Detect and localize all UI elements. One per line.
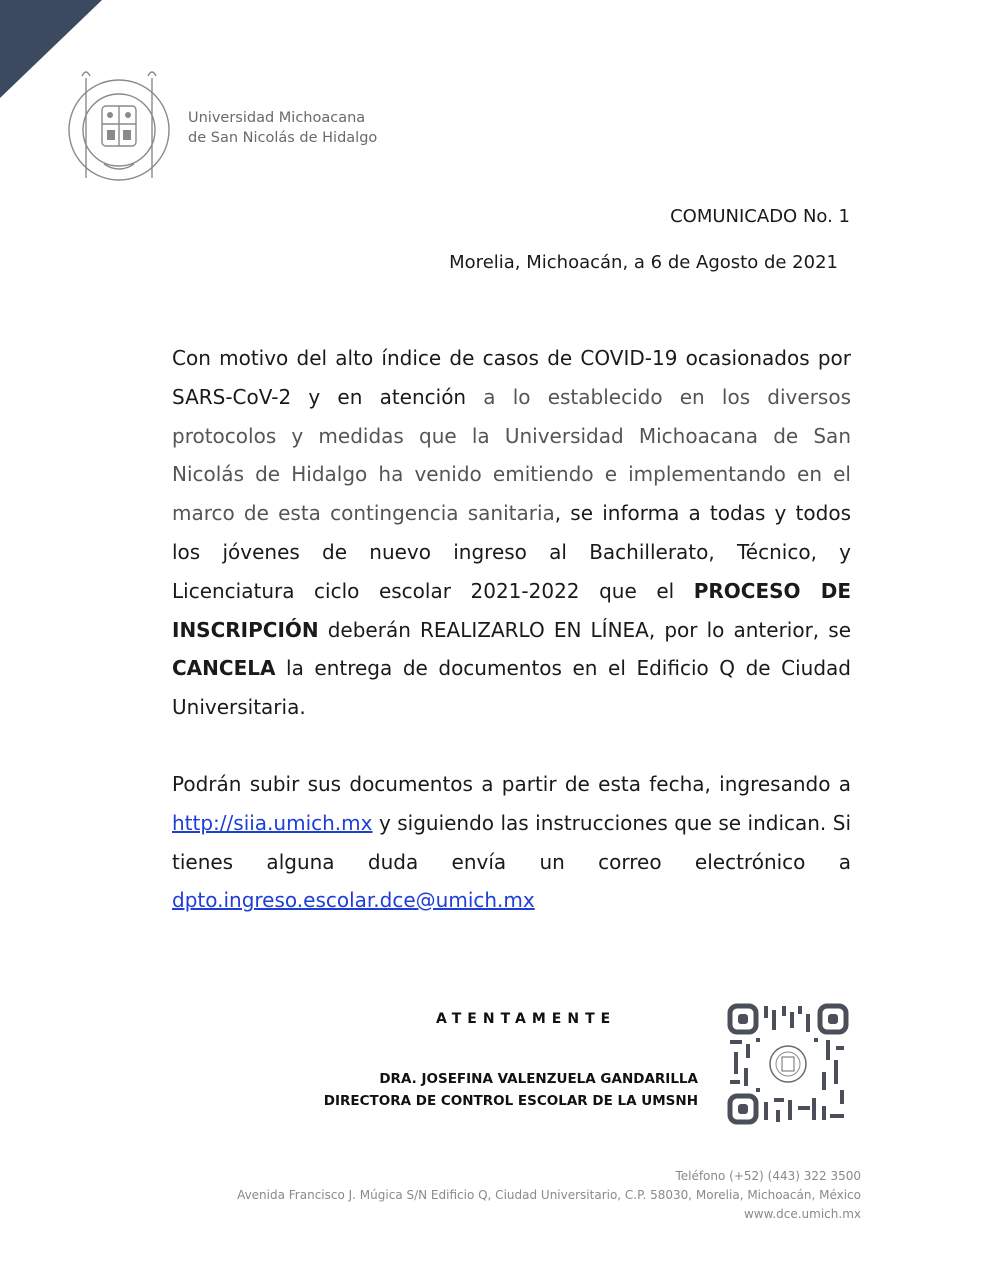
closing-atentamente: ATENTAMENTE [436, 1011, 617, 1027]
para1-segment-4: deberán REALIZARLO EN LÍNEA, por lo anterior, se [318, 617, 851, 642]
para1-segment-5: la entrega de documentos en el Edificio Q de Ciudad Universitaria. [172, 656, 851, 720]
email-link[interactable]: dpto.ingreso.escolar.dce@umich.mx [172, 888, 535, 913]
footer-contact [161, 1167, 861, 1224]
para1-segment-3: , se informa a todas y todos los jóvenes de nuevo ingreso al Bachillerato, Técnico, y Licenciatura ciclo escolar 2021-2022 que el [172, 501, 851, 603]
siia-link[interactable]: http://siia.umich.mx [172, 810, 373, 835]
university-seal-icon [64, 68, 174, 184]
para2-segment-2: y siguiendo las instrucciones que se indican. Si tienes alguna duda envía un correo electrónico a [172, 810, 851, 874]
para2-segment-1: Podrán subir sus documentos a partir de esta fecha, ingresando a [172, 772, 851, 796]
signer-name: DRA. JOSEFINA VALENZUELA GANDARILLA [379, 1071, 698, 1087]
footer-phone: Teléfono (+52) (443) 322 3500 [675, 1169, 861, 1183]
footer-website: www.dce.umich.mx [743, 1207, 861, 1221]
university-name-line1: Universidad Michoacana [188, 110, 366, 126]
para1-segment-2: a lo establecido en los diversos protocolos y medidas que la Universidad Michoacana de San Nicolás de Hidalgo ha venido emitiendo e implementando en el marco de esta contingencia sanitaria [172, 384, 851, 526]
comunicado-number: COMUNICADO No. 1 [670, 206, 850, 227]
signature-block [300, 1068, 698, 1112]
date-line: Morelia, Michoacán, a 6 de Agosto de 2021 [449, 252, 838, 273]
footer-address: Avenida Francisco J. Múgica S/N Edificio Q, Ciudad Universitario, C.P. 58030, Morelia, Michoacán, México [237, 1188, 861, 1202]
university-name-line2: de San Nicolás de Hidalgo [188, 130, 378, 146]
qr-code-icon [726, 1002, 850, 1126]
para1-bold-process: PROCESO DE INSCRIPCIÓN [172, 578, 851, 642]
signer-title: DIRECTORA DE CONTROL ESCOLAR DE LA UMSNH [323, 1093, 698, 1109]
body-paragraph-1 [172, 339, 851, 727]
body-paragraph-2 [172, 765, 851, 920]
university-name [188, 108, 377, 148]
para1-bold-cancela: CANCELA [172, 656, 276, 681]
para1-segment-1: Con motivo del alto índice de casos de COVID-19 ocasionados por SARS-CoV-2 y en atención [172, 346, 851, 409]
